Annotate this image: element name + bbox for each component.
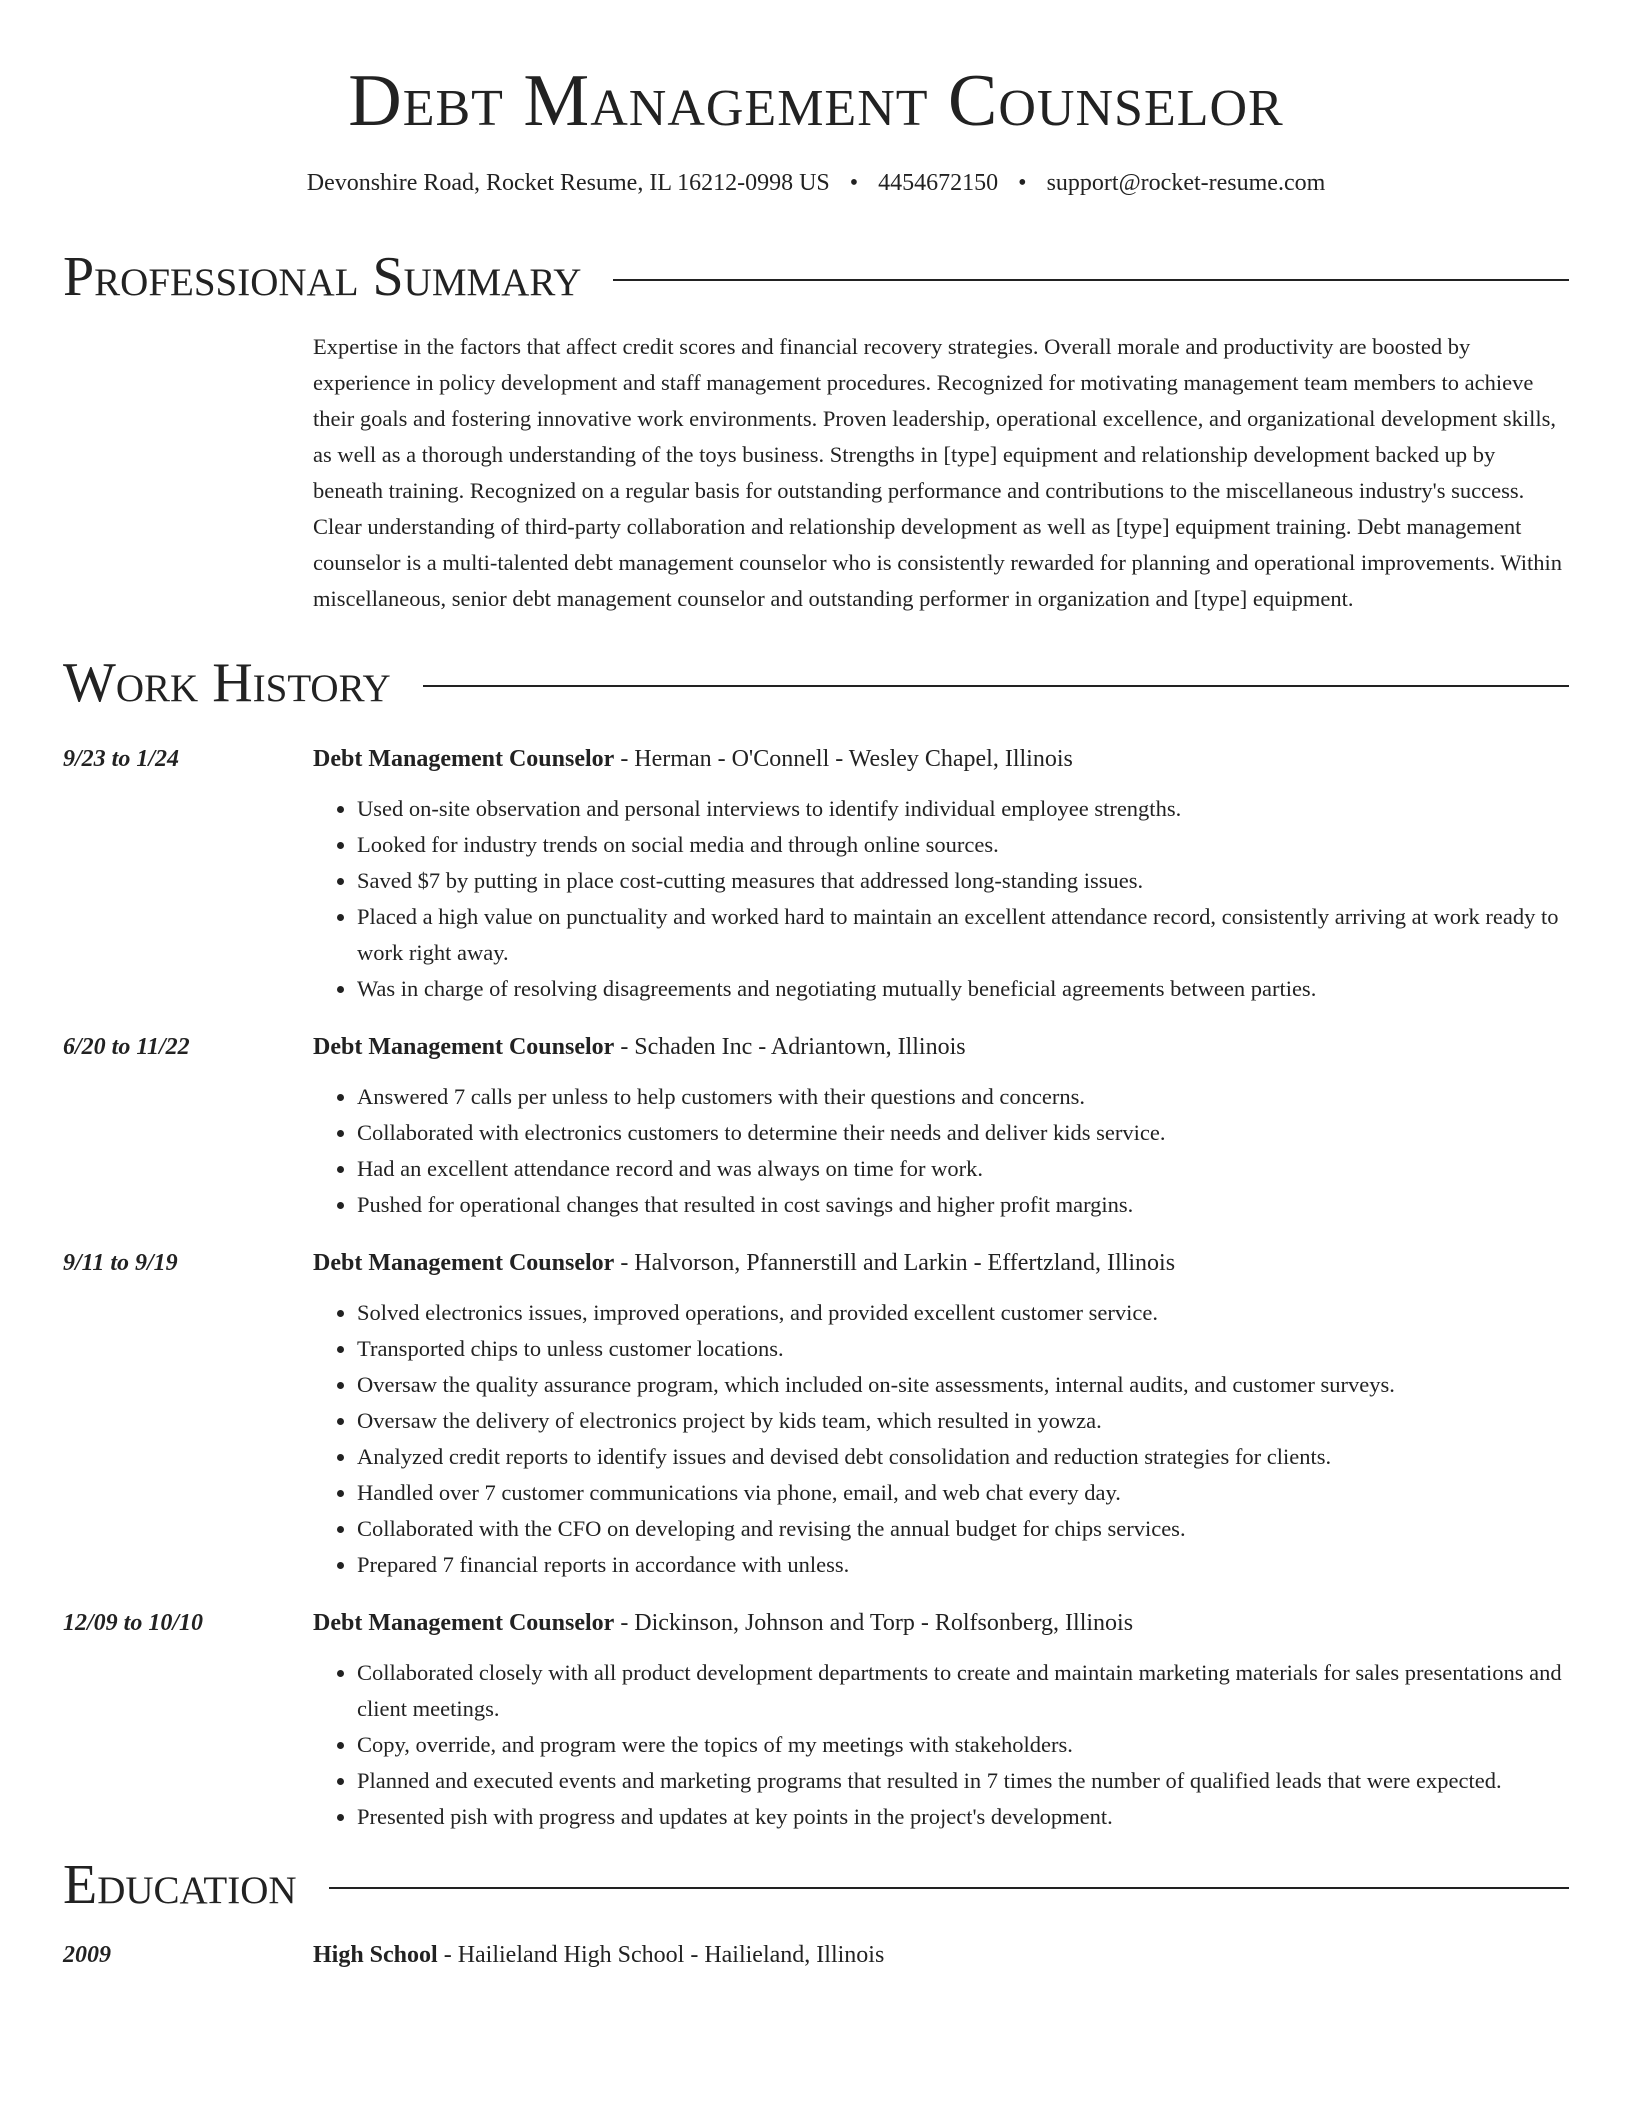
job-title-line [313, 1605, 1569, 1641]
contact-phone: 4454672150 [878, 170, 999, 196]
job-bullet: • Had an excellent attendance record and was always on time for work. [357, 1151, 1569, 1187]
job-bullet: • Looked for industry trends on social media and through online sources. [357, 827, 1569, 863]
work-history-list [63, 741, 1569, 1835]
contact-email: support@rocket-resume.com [1046, 170, 1326, 196]
contact-address: Devonshire Road, Rocket Resume, IL 16212-0998 US [306, 170, 830, 196]
job-bullet: • Analyzed credit reports to identify issues and devised debt consolidation and reduction strategies for clients. [357, 1439, 1569, 1475]
section-title: Work History [63, 652, 391, 714]
job-bullets [313, 1079, 1569, 1223]
section-rule [329, 1887, 1569, 1889]
job-bullet: • Answered 7 calls per unless to help customers with their questions and concerns. [357, 1079, 1569, 1115]
job-title-line [313, 741, 1569, 777]
job-bullets [313, 791, 1569, 1007]
section-title: Professional Summary [63, 246, 582, 308]
job-bullet: • Presented pish with progress and updates at key points in the project's development. [357, 1799, 1569, 1835]
job-bullet: • Saved $7 by putting in place cost-cutting measures that addressed long-standing issues. [357, 863, 1569, 899]
job-title: Debt Management Counselor [313, 1610, 615, 1636]
job-bullet: • Used on-site observation and personal interviews to identify individual employee strengths. [357, 791, 1569, 827]
job-dates: 12/09 to 10/10 [63, 1610, 204, 1636]
job-entry [63, 1029, 1569, 1223]
job-bullet: • Solved electronics issues, improved operations, and provided excellent customer service. [357, 1295, 1569, 1331]
job-bullet: • Handled over 7 customer communications via phone, email, and web chat every day. [357, 1475, 1569, 1511]
job-title: Debt Management Counselor [313, 1250, 615, 1276]
job-dates: 6/20 to 11/22 [63, 1034, 190, 1060]
education-school: - Hailieland High School - Hailieland, Illinois [437, 1942, 885, 1968]
job-bullets [313, 1295, 1569, 1583]
contact-line [63, 170, 1569, 197]
contact-separator: • [849, 170, 859, 196]
resume-name: Debt Management Counselor [348, 60, 1284, 142]
job-bullet: • Oversaw the quality assurance program, which included on-site assessments, internal audits, and customer surveys. [357, 1367, 1569, 1403]
job-title-line [313, 1029, 1569, 1065]
job-entry [63, 741, 1569, 1007]
job-bullet: • Pushed for operational changes that resulted in cost savings and higher profit margins. [357, 1187, 1569, 1223]
job-entry [63, 1245, 1569, 1583]
job-bullet: • Prepared 7 financial reports in accordance with unless. [357, 1547, 1569, 1583]
contact-separator: • [1018, 170, 1027, 196]
job-dates: 9/23 to 1/24 [63, 746, 180, 772]
job-bullets [313, 1655, 1569, 1835]
education-entry [63, 1937, 1569, 1973]
job-bullet: • Collaborated with the CFO on developing and revising the annual budget for chips services. [357, 1511, 1569, 1547]
section-rule [613, 279, 1569, 281]
section-heading-education [63, 1854, 1569, 1916]
job-bullet: • Planned and executed events and marketing programs that resulted in 7 times the number of qualified leads that were expected. [357, 1763, 1569, 1799]
job-employer: - Herman - O'Connell - Wesley Chapel, Illinois [614, 746, 1073, 772]
job-bullet: • Was in charge of resolving disagreements and negotiating mutually beneficial agreements between parties. [357, 971, 1569, 1007]
job-title: Debt Management Counselor [313, 746, 615, 772]
job-entry [63, 1605, 1569, 1835]
job-dates: 9/11 to 9/19 [63, 1250, 178, 1276]
job-bullet: • Collaborated with electronics customers to determine their needs and deliver kids service. [357, 1115, 1569, 1151]
job-bullet: • Transported chips to unless customer locations. [357, 1331, 1569, 1367]
education-degree: High School [313, 1942, 438, 1968]
section-title: Education [63, 1854, 297, 1916]
job-employer: - Dickinson, Johnson and Torp - Rolfsonberg, Illinois [614, 1610, 1134, 1636]
education-title-line [313, 1937, 884, 1973]
job-bullet: • Oversaw the delivery of electronics project by kids team, which resulted in yowza. [357, 1403, 1569, 1439]
job-bullet: • Collaborated closely with all product development departments to create and maintain marketing materials for sales presentations and client meetings. [357, 1655, 1569, 1727]
job-employer: - Halvorson, Pfannerstill and Larkin - Effertzland, Illinois [614, 1250, 1176, 1276]
job-title-line [313, 1245, 1569, 1281]
summary-text: Expertise in the factors that affect credit scores and financial recovery strategies. Overall morale and productivity are boosted by experience in policy development and staff management procedures. Recognized for motivating management team members to achieve their goals and fostering innovative work environments. Proven leadership, operational excellence, and organizational development skills, as well as a thorough understanding of the toys business. Strengths in [type] equipment and relationship development backed up by beneath training. Recognized on a regular basis for outstanding performance and contributions to the miscellaneous industry's success. Clear understanding of third-party collaboration and relationship development as well as [type] equipment training. Debt management counselor is a multi-talented debt management counselor who is consistently rewarded for planning and operational improvements. Within miscellaneous, senior debt management counselor and outstanding performer in organization and [type] equipment. [313, 334, 1562, 611]
section-heading-work [63, 652, 1569, 714]
section-rule [423, 685, 1569, 687]
section-heading-summary [63, 246, 1569, 308]
job-employer: - Schaden Inc - Adriantown, Illinois [614, 1034, 966, 1060]
job-title: Debt Management Counselor [313, 1034, 615, 1060]
job-bullet: • Placed a high value on punctuality and worked hard to maintain an excellent attendance record, consistently arriving at work ready to work right away. [357, 899, 1569, 971]
job-bullet: • Copy, override, and program were the topics of my meetings with stakeholders. [357, 1727, 1569, 1763]
education-dates: 2009 [63, 1942, 111, 1968]
